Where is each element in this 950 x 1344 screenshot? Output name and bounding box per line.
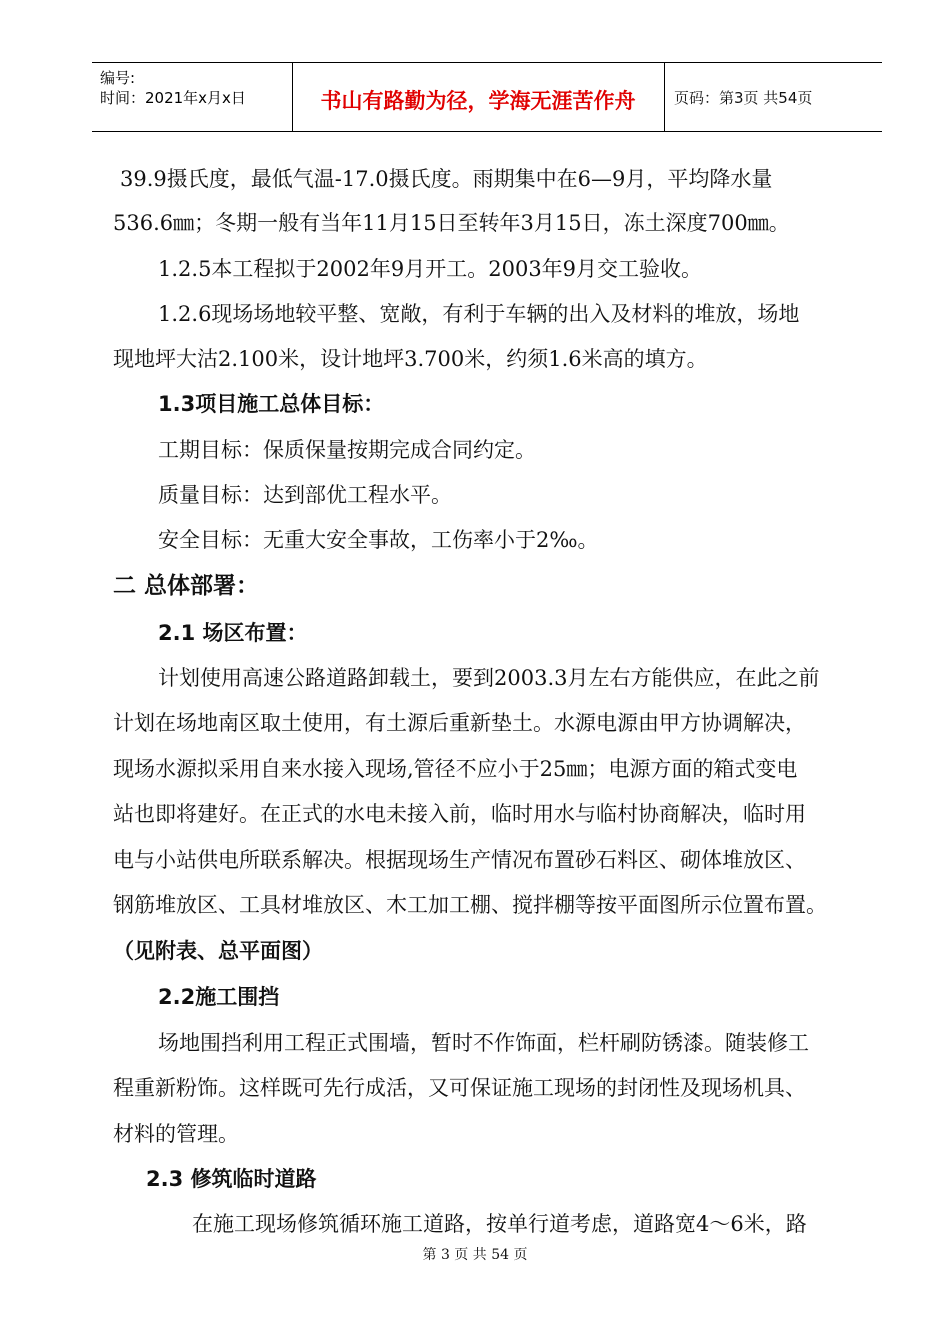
body-line: 场地围挡利用工程正式围墙，暂时不作饰面，栏杆刷防锈漆。随装修工 [158, 1031, 809, 1055]
body-line: 程重新粉饰。这样既可先行成活，又可保证施工现场的封闭性及现场机具、 [113, 1076, 806, 1100]
chapter-heading: 二 总体部署： [113, 573, 260, 599]
body-line: 536.6㎜；冬期一般有当年11月15日至转年3月15日，冻土深度700㎜。 [113, 211, 790, 235]
body-line: 材料的管理。 [113, 1122, 239, 1146]
body-line: 现地坪大沽2.100米，设计地坪3.700米，约须1.6米高的填方。 [113, 347, 708, 371]
body-line: 1.2.6现场场地较平整、宽敞，有利于车辆的出入及材料的堆放，场地 [158, 302, 800, 326]
body-line: 工期目标：保质保量按期完成合同约定。 [158, 438, 536, 462]
body-line: 现场水源拟采用自来水接入现场,管径不应小于25㎜；电源方面的箱式变电 [113, 757, 798, 781]
document-number-label: 编号: [100, 69, 136, 87]
body-line: 计划使用高速公路道路卸载土，要到2003.3月左右方能供应，在此之前 [158, 666, 820, 690]
page-header [92, 62, 882, 132]
body-line: 在施工现场修筑循环施工道路，按单行道考虑，道路宽4～6米，路 [192, 1212, 807, 1236]
header-page-cell [664, 63, 882, 131]
section-heading: 2.1 场区布置： [158, 621, 308, 645]
section-heading: 2.2施工围挡 [158, 985, 280, 1009]
body-line: 计划在场地南区取土使用，有土源后重新垫土。水源电源由甲方协调解决， [113, 711, 806, 735]
body-line: 电与小站供电所联系解决。根据现场生产情况布置砂石料区、砌体堆放区、 [113, 848, 806, 872]
header-motto-cell [292, 63, 665, 131]
body-line: 安全目标：无重大安全事故，工伤率小于2‰。 [158, 528, 599, 552]
body-line: 1.2.5本工程拟于2002年9月开工。2003年9月交工验收。 [158, 257, 703, 281]
section-heading: 1.3项目施工总体目标： [158, 392, 385, 416]
document-time-label: 时间：2021年x月x日 [100, 89, 246, 107]
body-line: 站也即将建好。在正式的水电未接入前，临时用水与临村协商解决，临时用 [113, 802, 806, 826]
body-line: 39.9摄氏度，最低气温-17.0摄氏度。雨期集中在6—9月，平均降水量 [120, 167, 773, 191]
page-footer: 第 3 页 共 54 页 [422, 1247, 528, 1263]
reference-note: （见附表、总平面图） [113, 939, 323, 963]
body-line: 质量目标：达到部优工程水平。 [158, 483, 452, 507]
section-heading: 2.3 修筑临时道路 [146, 1167, 317, 1191]
header-motto: 书山有路勤为径，学海无涯苦作舟 [320, 89, 636, 113]
header-meta-cell [92, 63, 293, 131]
header-page-info: 页码：第3页 共54页 [674, 89, 813, 107]
body-line: 钢筋堆放区、工具材堆放区、木工加工棚、搅拌棚等按平面图所示位置布置。 [113, 893, 827, 917]
